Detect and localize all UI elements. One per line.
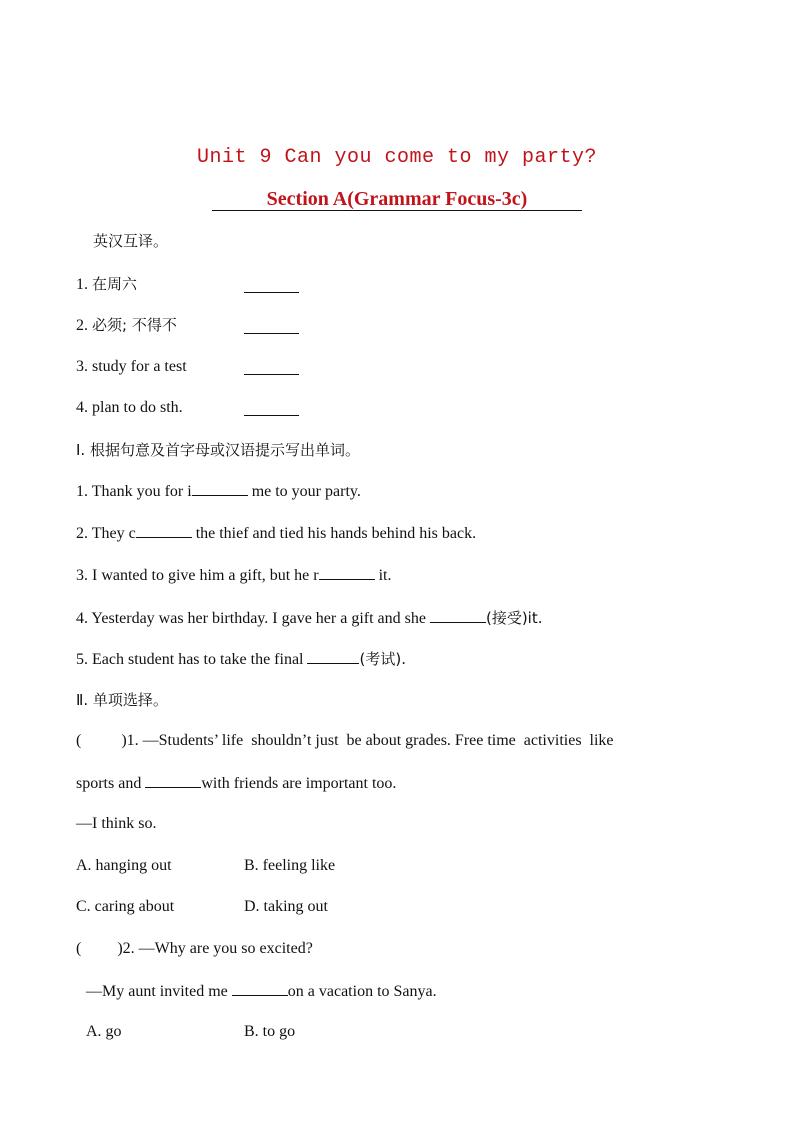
part2-heading: Ⅱ. 单项选择。	[76, 691, 168, 709]
vocab-item: 1. 在周六	[76, 275, 138, 293]
fill-item: 5. Each student has to take the final (考试).	[76, 650, 406, 668]
option-b[interactable]: B. feeling like	[244, 857, 336, 874]
question-2: ( )2. —Why are you so excited?	[76, 940, 313, 957]
section-subtitle: Section A(Grammar Focus-3c)	[212, 188, 582, 211]
option-b[interactable]: B. to go	[244, 1023, 296, 1040]
vocab-item: 3. study for a test	[76, 358, 187, 375]
answer-blank[interactable]	[430, 608, 486, 623]
question-2-cont: —My aunt invited me on a vacation to Sanya.	[86, 983, 437, 1000]
question-1-cont: sports and with friends are important too.	[76, 775, 397, 792]
fill-item: 3. I wanted to give him a gift, but he r it.	[76, 567, 392, 584]
vocab-item: 4. plan to do sth.	[76, 399, 183, 416]
answer-blank[interactable]	[192, 481, 248, 496]
fill-item: 1. Thank you for i me to your party.	[76, 483, 361, 500]
answer-blank[interactable]	[232, 981, 288, 996]
page-title: Unit 9 Can you come to my party?	[196, 146, 598, 169]
question-1-reply: —I think so.	[76, 815, 157, 832]
answer-blank[interactable]	[145, 773, 201, 788]
question-1: ( )1. —Students’ life shouldn’t just be about grades. Free time activities like	[76, 732, 614, 749]
option-c[interactable]: C. caring about	[76, 898, 175, 915]
vocab-item: 2. 必须; 不得不	[76, 316, 177, 334]
fill-item: 2. They c the thief and tied his hands behind his back.	[76, 525, 477, 542]
answer-blank[interactable]	[244, 319, 299, 334]
vocab-heading: 英汉互译。	[93, 232, 169, 250]
answer-blank[interactable]	[244, 360, 299, 375]
part1-heading: Ⅰ. 根据句意及首字母或汉语提示写出单词。	[76, 441, 360, 459]
answer-blank[interactable]	[136, 523, 192, 538]
option-d[interactable]: D. taking out	[244, 898, 328, 915]
answer-blank[interactable]	[244, 401, 299, 416]
answer-blank[interactable]	[244, 278, 299, 293]
option-a[interactable]: A. hanging out	[76, 857, 172, 874]
answer-blank[interactable]	[319, 565, 375, 580]
option-a[interactable]: A. go	[86, 1023, 122, 1040]
answer-blank[interactable]	[307, 649, 359, 664]
fill-item: 4. Yesterday was her birthday. I gave her a gift and she (接受)it.	[76, 609, 543, 627]
